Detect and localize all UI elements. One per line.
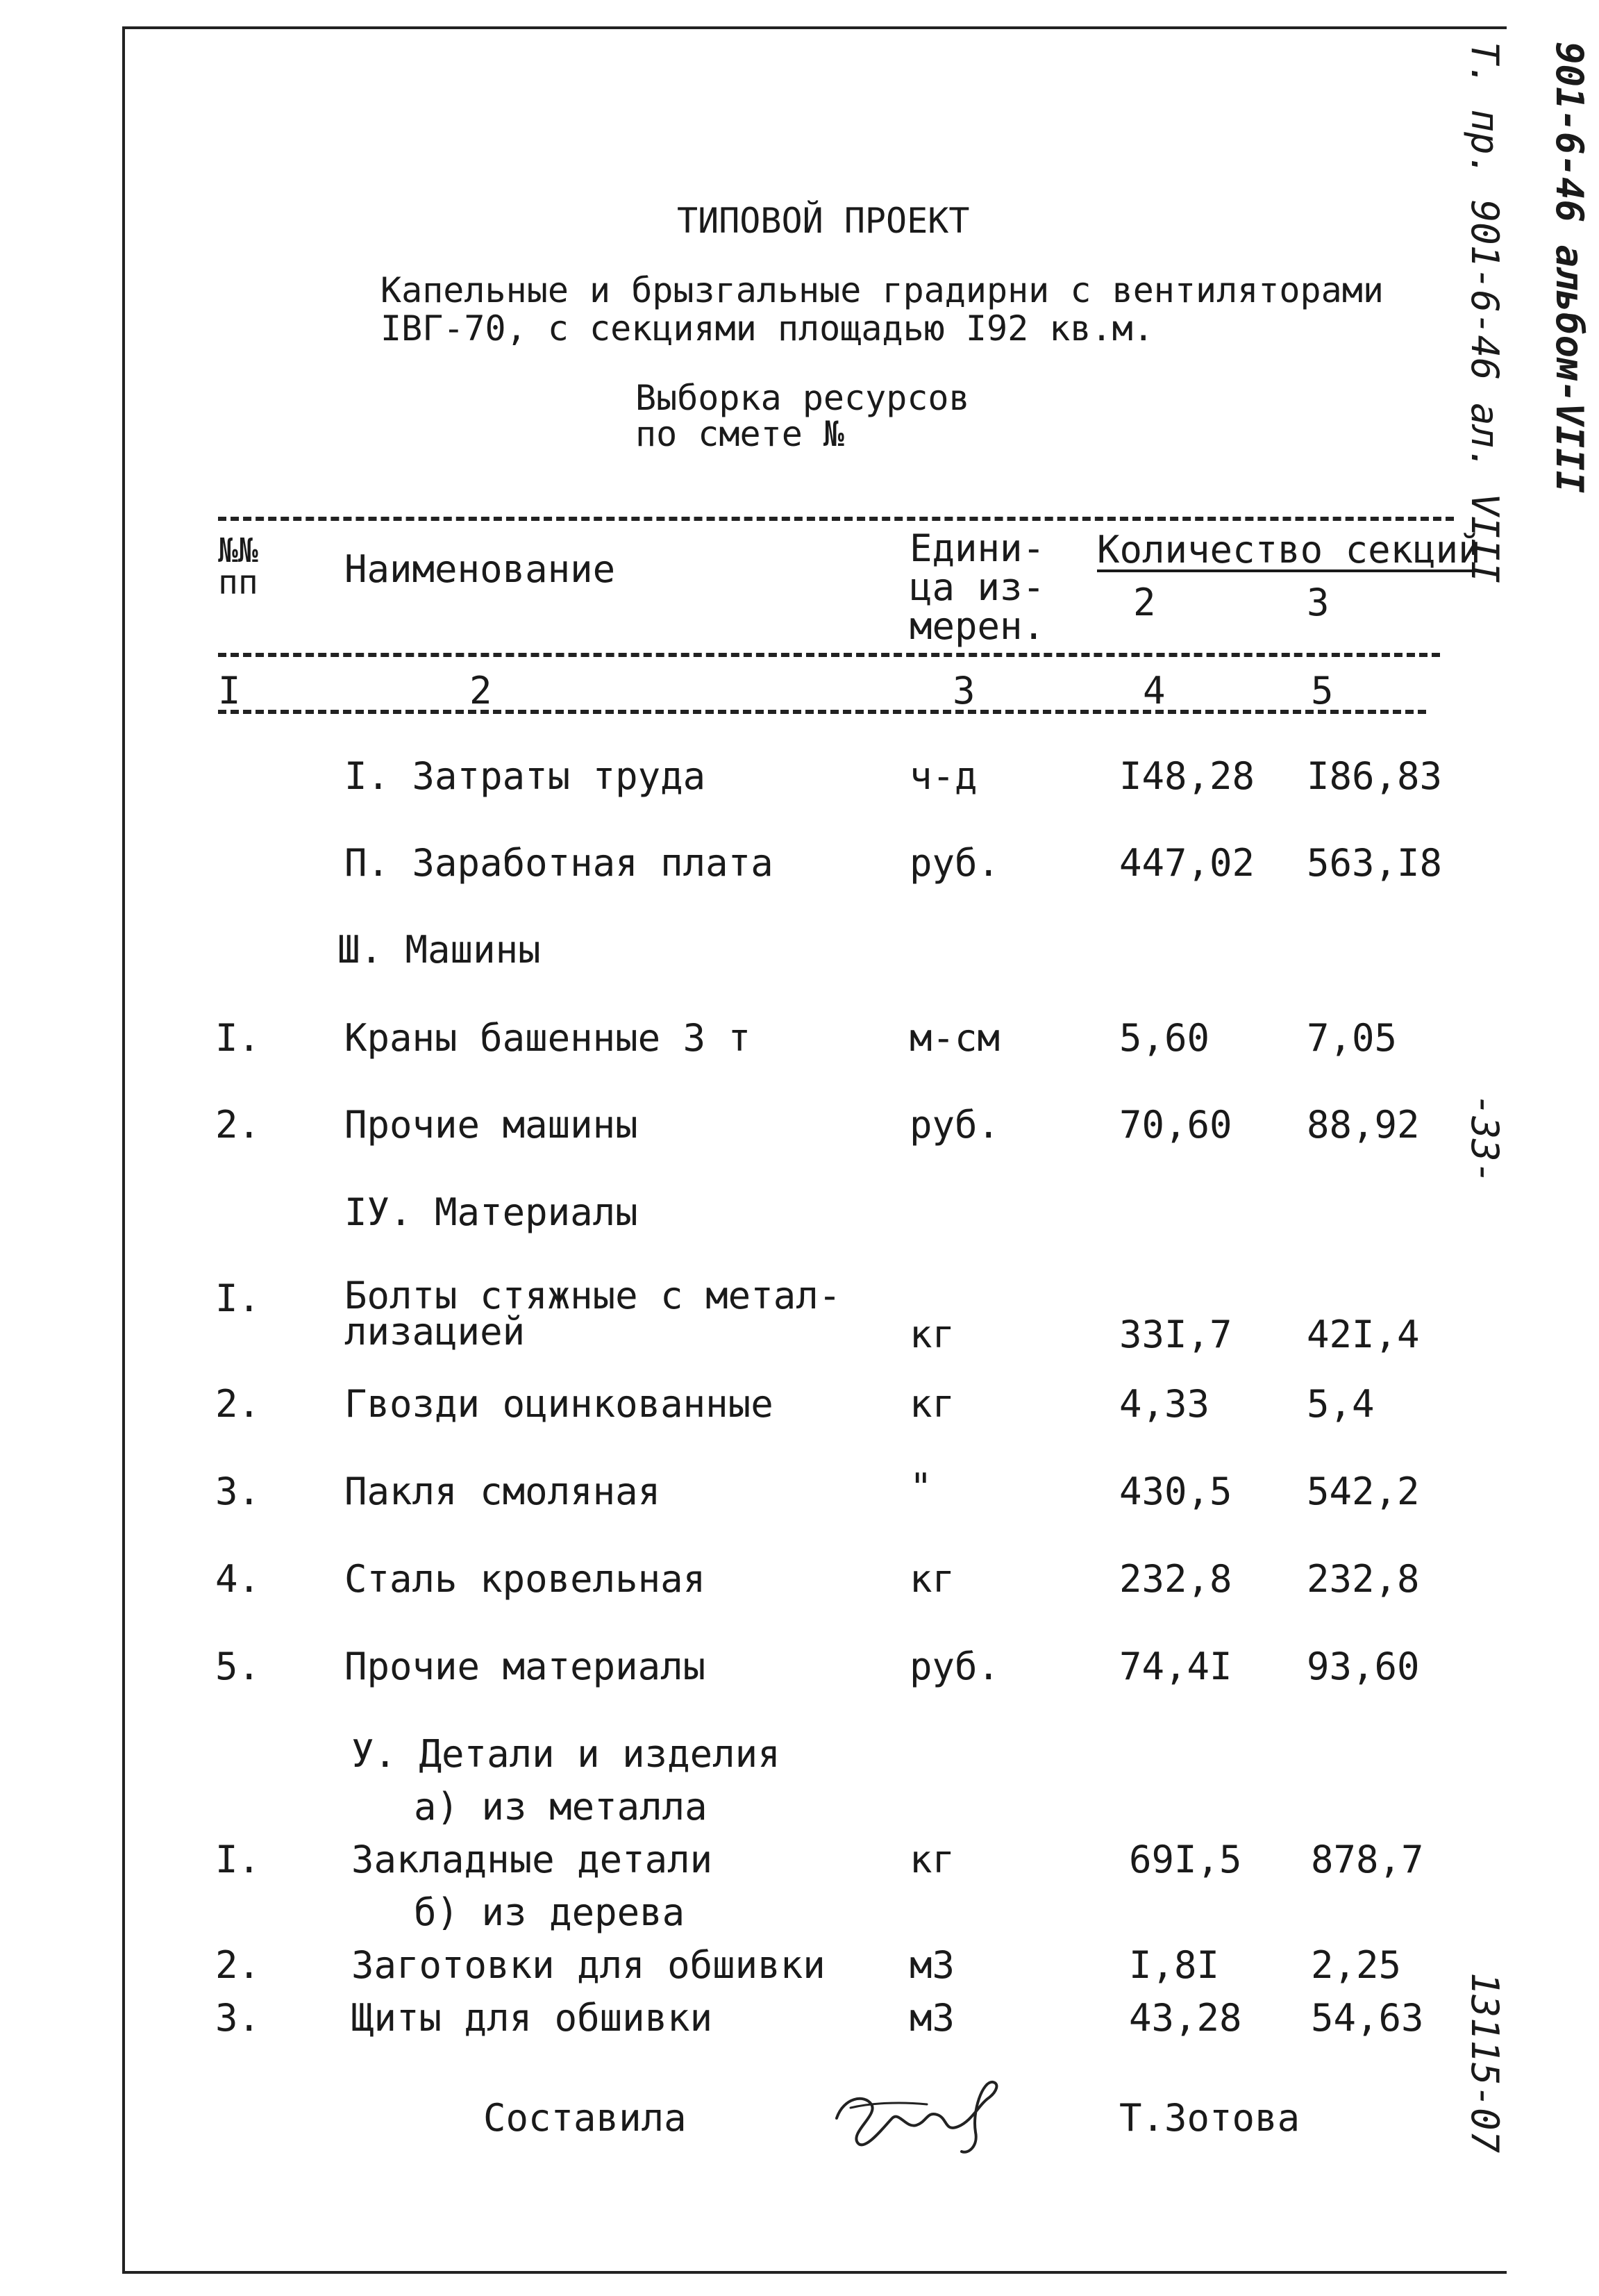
row-unit: кг — [910, 1313, 955, 1356]
row-name: Прочие машины — [344, 1103, 638, 1147]
row-name: Болты стяжные с метал- лизацией — [344, 1274, 842, 1354]
section-name: П. Заработная плата — [344, 841, 773, 885]
row-qty-2: I48,28 — [1119, 754, 1255, 798]
row-unit: кг — [910, 1838, 955, 1881]
table-top-rule — [218, 517, 1454, 521]
col-number-3: 3 — [953, 669, 976, 713]
row-name: Прочие материалы — [344, 1645, 706, 1688]
row-name: Сталь кровельная — [344, 1557, 706, 1601]
row-unit: м-см — [910, 1016, 1001, 1060]
col-number-1: I — [218, 669, 241, 713]
row-qty-3: 42I,4 — [1307, 1313, 1420, 1356]
row-qty-3: 5,4 — [1307, 1382, 1375, 1426]
row-name: Закладные детали — [351, 1838, 713, 1881]
row-qty-3: 7,05 — [1307, 1016, 1398, 1060]
row-unit: " — [910, 1465, 932, 1509]
row-name: Гвозди оцинкованные — [344, 1382, 773, 1426]
row-unit: кг — [910, 1382, 955, 1426]
row-qty-3: 542,2 — [1307, 1470, 1420, 1513]
row-number: 3. — [215, 1996, 261, 2040]
compiler-name: Т.Зотова — [1119, 2096, 1300, 2140]
col-number-2: 2 — [469, 669, 492, 713]
col-header-number: №№ пп — [218, 531, 258, 602]
row-qty-2: 4,33 — [1119, 1382, 1210, 1426]
row-qty-2: 69I,5 — [1129, 1838, 1242, 1881]
row-qty-3: 93,60 — [1307, 1645, 1420, 1688]
project-subtitle-line2: IВГ-70, с секциями площадью I92 кв.м. — [380, 308, 1154, 349]
row-number: I. — [215, 1838, 261, 1881]
colnum-rule — [218, 710, 1426, 714]
album-code: 901-6-46 альбом-VIII — [1548, 42, 1591, 494]
row-qty-3: 878,7 — [1311, 1838, 1424, 1881]
col-header-quantity-group: Количество секций — [1097, 528, 1481, 572]
row-qty-3: 563,I8 — [1307, 841, 1443, 885]
row-number: 5. — [215, 1645, 261, 1688]
col-header-unit: Едини- ца из- мерен. — [910, 526, 1046, 648]
row-qty-3: 54,63 — [1311, 1996, 1424, 2040]
row-unit: м3 — [910, 1996, 955, 2040]
row-qty-2: 43,28 — [1129, 1996, 1242, 2040]
row-unit: руб. — [910, 841, 1001, 885]
row-number: 2. — [215, 1103, 261, 1147]
row-qty-2: 33I,7 — [1119, 1313, 1232, 1356]
row-number: 3. — [215, 1470, 261, 1513]
row-qty-2: 430,5 — [1119, 1470, 1232, 1513]
section-heading: У. Детали и изделия — [351, 1732, 780, 1776]
row-qty-2: 447,02 — [1119, 841, 1255, 885]
row-qty-2: 70,60 — [1119, 1103, 1232, 1147]
row-number: 4. — [215, 1557, 261, 1601]
col-header-name: Наименование — [344, 547, 616, 591]
row-unit: м3 — [910, 1943, 955, 1987]
page-number: -33- — [1463, 1094, 1507, 1185]
row-unit: руб. — [910, 1103, 1001, 1147]
row-name: Пакля смоляная — [344, 1470, 661, 1513]
row-qty-2: 5,60 — [1119, 1016, 1210, 1060]
document-type-line2: по смете № — [635, 414, 845, 454]
col-header-qty-2: 2 — [1133, 581, 1156, 624]
row-number: 2. — [215, 1943, 261, 1987]
col-number-4: 4 — [1143, 669, 1166, 713]
project-subtitle-line1: Капельные и брызгальные градирни с вентиляторами — [380, 270, 1384, 310]
signature — [823, 2077, 1017, 2160]
table-header-rule — [218, 653, 1440, 657]
row-number: I. — [215, 1276, 261, 1320]
row-qty-2: 74,4I — [1119, 1645, 1232, 1688]
project-code: Т. пр. 901-6-46 ал. VIII — [1463, 42, 1507, 584]
row-number: I. — [215, 1016, 261, 1060]
row-qty-2: I,8I — [1129, 1943, 1220, 1987]
section-name: I. Затраты труда — [344, 754, 706, 798]
row-qty-3: I86,83 — [1307, 754, 1443, 798]
document-type-line1: Выборка ресурсов — [635, 378, 970, 418]
col-number-5: 5 — [1311, 669, 1334, 713]
col-header-qty-3: 3 — [1307, 581, 1330, 624]
sheet-number: 13115-07 — [1463, 1972, 1507, 2154]
section-heading: Ш. Машины — [337, 928, 541, 972]
row-unit: руб. — [910, 1645, 1001, 1688]
subsection-heading: б) из дерева — [414, 1890, 685, 1934]
row-unit: кг — [910, 1557, 955, 1601]
row-unit: ч-д — [910, 754, 978, 798]
page-border — [122, 26, 1507, 2274]
row-qty-3: 88,92 — [1307, 1103, 1420, 1147]
row-qty-3: 232,8 — [1307, 1557, 1420, 1601]
row-number: 2. — [215, 1382, 261, 1426]
row-name: Заготовки для обшивки — [351, 1943, 826, 1987]
row-name: Краны башенные 3 т — [344, 1016, 751, 1060]
section-heading: IУ. Материалы — [344, 1190, 638, 1234]
row-qty-2: 232,8 — [1119, 1557, 1232, 1601]
row-qty-3: 2,25 — [1311, 1943, 1402, 1987]
compiled-by-label: Составила — [483, 2096, 687, 2140]
subsection-heading: а) из металла — [414, 1785, 708, 1829]
document-title: ТИПОВОЙ ПРОЕКТ — [677, 201, 970, 241]
row-name: Щиты для обшивки — [351, 1996, 713, 2040]
